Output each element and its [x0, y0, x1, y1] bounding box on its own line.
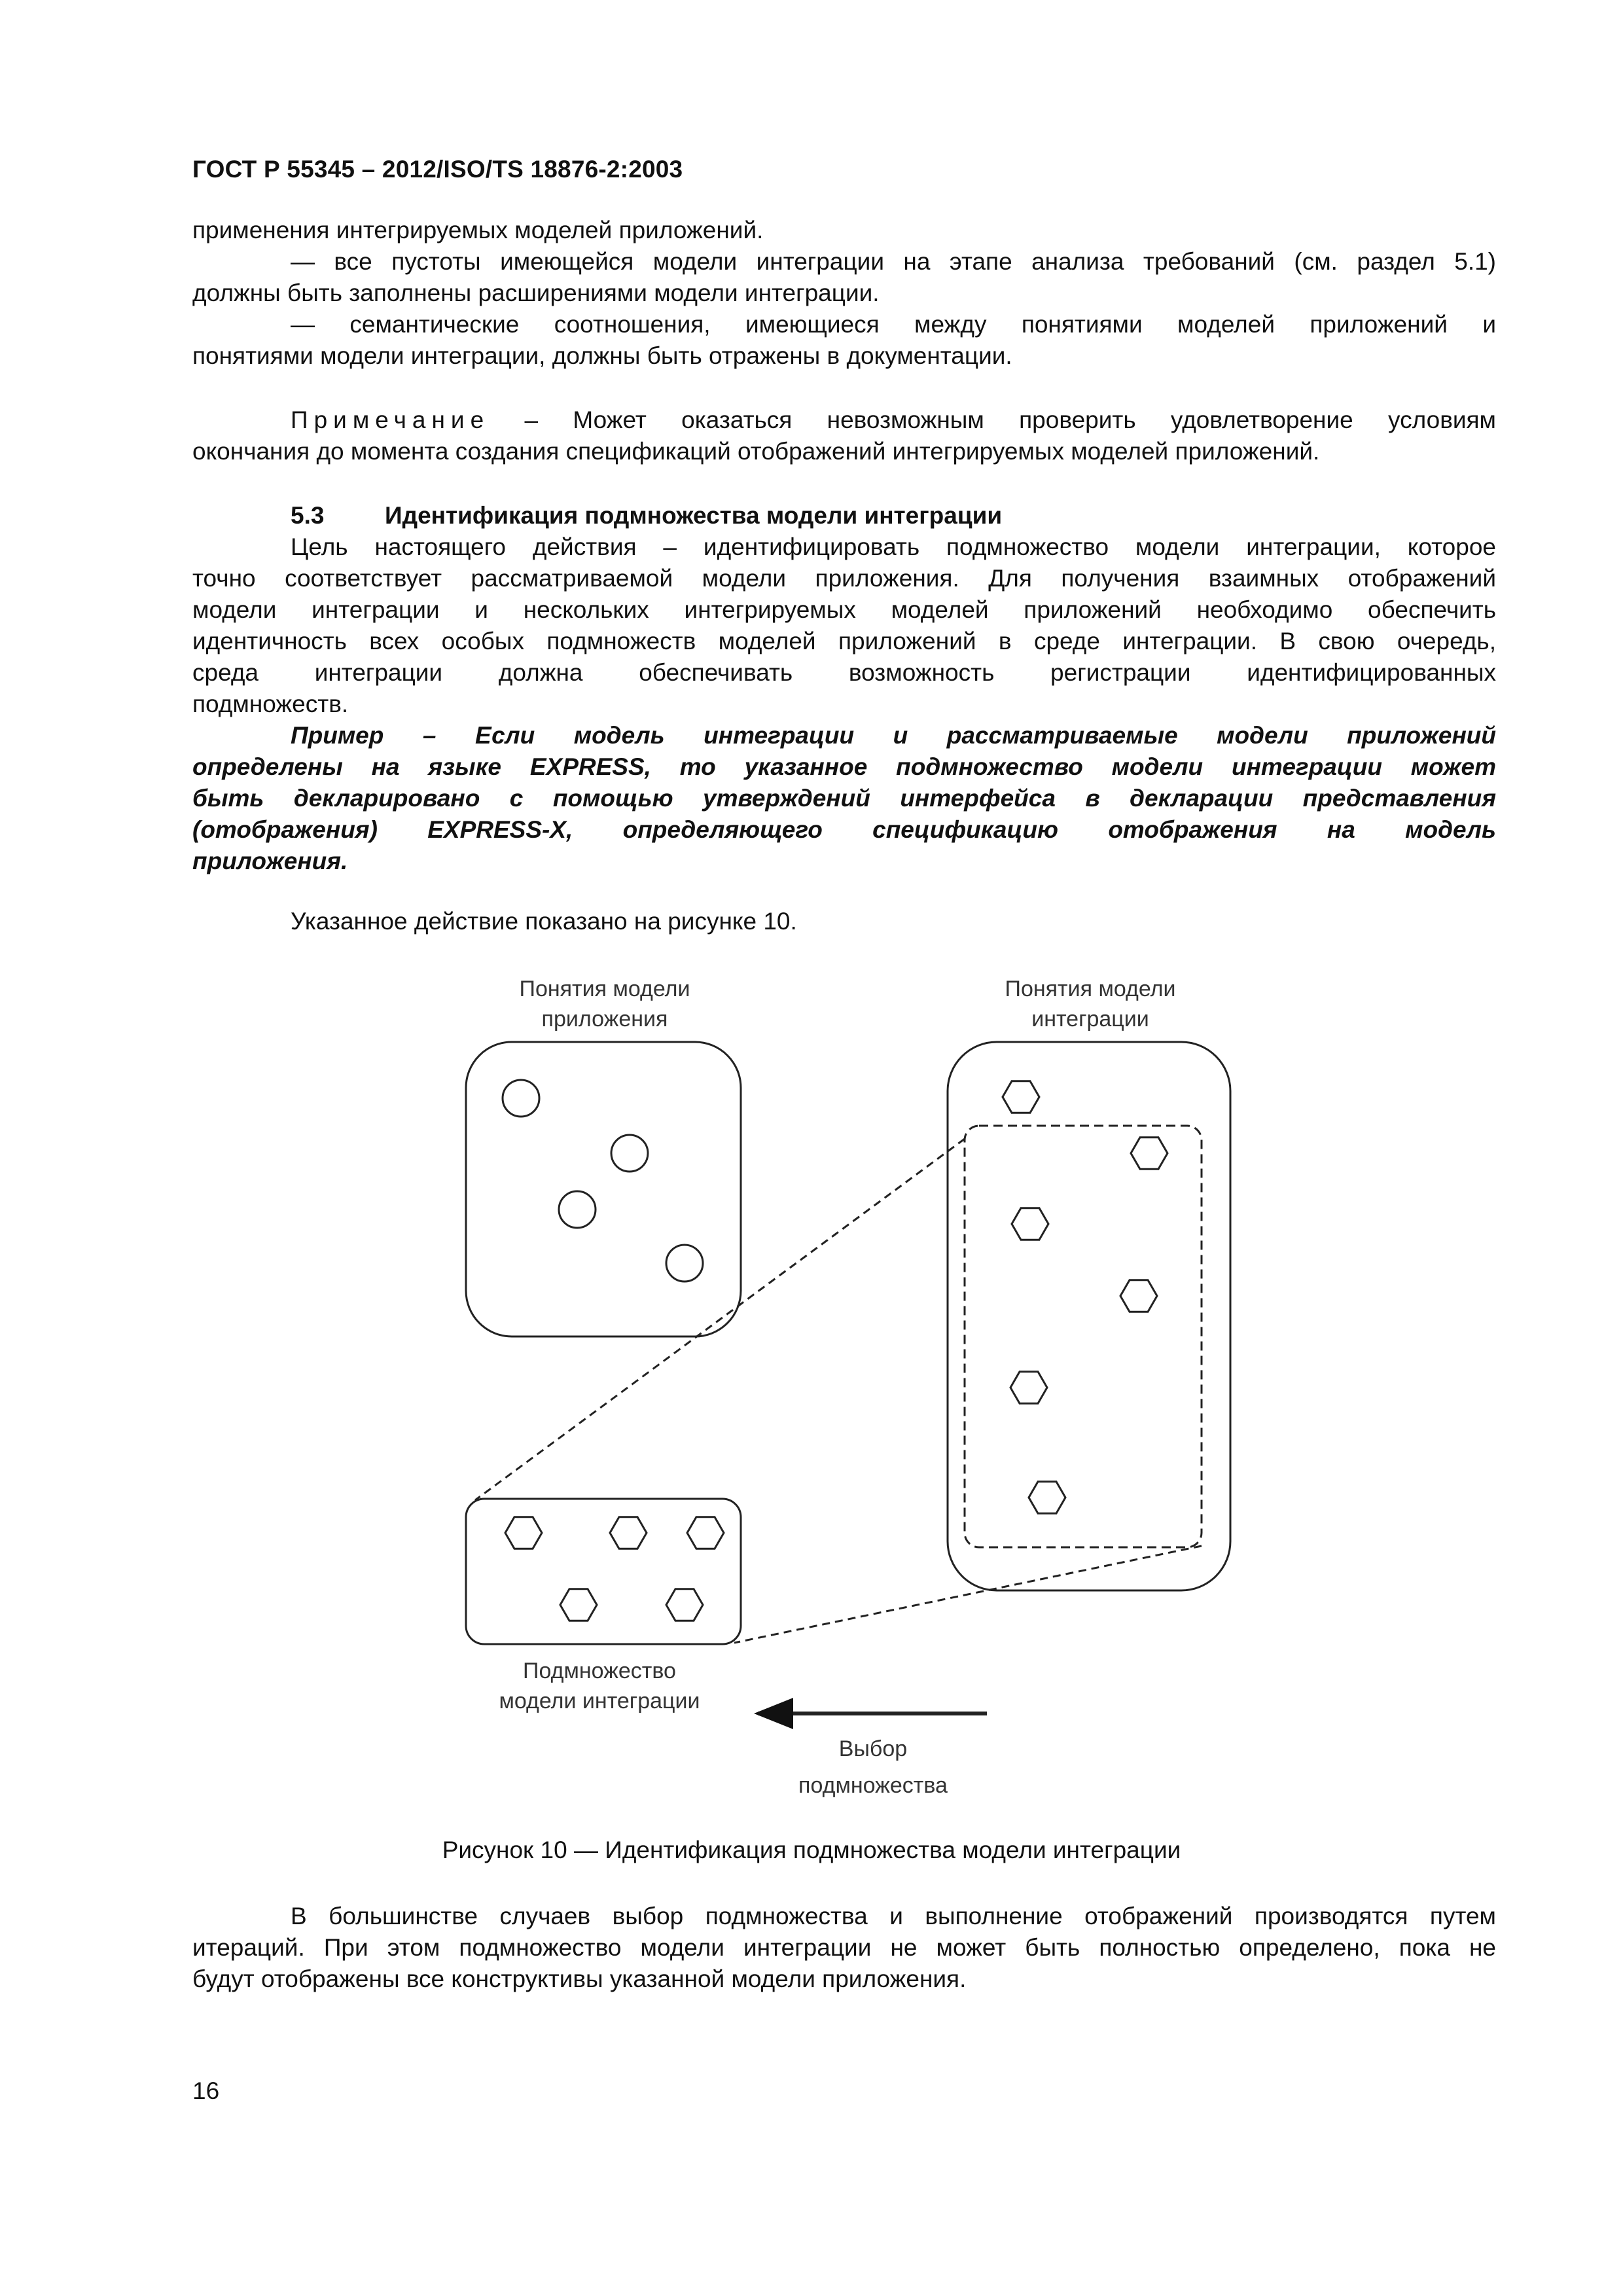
integration-concept-hexagon [1131, 1138, 1168, 1169]
text-line: должны быть заполнены расширениями модели интеграции. [192, 279, 880, 306]
closing-line: В большинстве случаев выбор подмножества и выполнение отображений производятся путем [291, 1903, 1496, 1929]
projection-line [475, 1139, 965, 1500]
body-line: точно соответствует рассматриваемой модели приложения. Для получения взаимных отображений [192, 565, 1496, 592]
integration-concept-hexagon [1003, 1081, 1039, 1113]
subset-label: Подмножество модели интеграции [499, 1659, 700, 1713]
body-line: Цель настоящего действия – идентифицировать подмножество модели интеграции, которое [291, 533, 1496, 560]
example-line: быть декларировано с помощью утверждений интерфейса в декларации представления [192, 785, 1496, 812]
closing-line: итераций. При этом подмножество модели интеграции не может быть полностью определено, пока не [192, 1934, 1496, 1961]
text-line: применения интегрируемых моделей приложений. [192, 217, 764, 243]
body-line: идентичность всех особых подмножеств моделей приложений в среде интеграции. В свою очередь, [192, 628, 1496, 655]
text-line: — все пустоты имеющейся модели интеграции на этапе анализа требований (см. раздел 5.1) [291, 248, 1496, 275]
integration-concept-hexagon [505, 1517, 542, 1549]
body-line: модели интеграции и нескольких интегрируемых моделей приложений необходимо обеспечить [192, 596, 1496, 623]
integration-concept-hexagon [610, 1517, 647, 1549]
figure-reference: Указанное действие показано на рисунке 10. [291, 908, 797, 935]
subset-box [466, 1499, 741, 1644]
integration-concept-hexagon [1010, 1372, 1047, 1403]
app-concept-circle [559, 1191, 596, 1228]
app-concepts-label: Понятия модели приложения [519, 977, 690, 1031]
app-concept-circle [503, 1080, 539, 1117]
example-line: Пример – Если модель интеграции и рассматриваемые модели приложений [291, 722, 1496, 749]
example-line: определены на языке EXPRESS, то указанное подмножество модели интеграции может [192, 753, 1496, 780]
int-concepts-label: Понятия модели интеграции [1005, 977, 1176, 1031]
integration-concept-hexagon [687, 1517, 724, 1549]
int-concepts-box [948, 1042, 1230, 1590]
text-line: понятиями модели интеграции, должны быть отражены в документации. [192, 342, 1012, 369]
integration-concept-hexagon [1029, 1482, 1065, 1513]
example-line: приложения. [192, 848, 348, 874]
select-subset-label: Выбор подмножества [798, 1736, 948, 1798]
body-line: подмножеств. [192, 691, 349, 717]
app-concept-circle [611, 1135, 648, 1172]
document-header: ГОСТ Р 55345 – 2012/ISO/TS 18876-2:2003 [192, 156, 683, 183]
note-text: – Может оказаться невозможным проверить удовлетворение условиям [490, 406, 1496, 433]
example-line: (отображения) EXPRESS-X, определяющего спецификацию отображения на модель [192, 816, 1496, 843]
integration-concept-hexagon [560, 1589, 597, 1621]
section-title: Идентификация подмножества модели интеграции [385, 502, 1003, 529]
note-line: окончания до момента создания спецификаций отображений интегрируемых моделей приложений. [192, 438, 1320, 465]
projection-line [734, 1546, 1202, 1643]
body-line: среда интеграции должна обеспечивать возможность регистрации идентифицированных [192, 659, 1496, 686]
text-line: — семантические соотношения, имеющиеся между понятиями моделей приложений и [291, 311, 1496, 338]
section-number: 5.3 [291, 502, 325, 529]
note-label: Примечание [291, 406, 490, 433]
integration-concept-hexagon [1120, 1280, 1157, 1312]
closing-line: будут отображены все конструктивы указанной модели приложения. [192, 1965, 967, 1992]
integration-concept-hexagon [666, 1589, 703, 1621]
integration-concept-hexagon [1012, 1208, 1048, 1240]
app-concept-circle [666, 1245, 703, 1282]
subset-selection-region [965, 1126, 1202, 1547]
page-number: 16 [192, 2077, 220, 2104]
figure-caption: Рисунок 10 — Идентификация подмножества модели интеграции [442, 1837, 1181, 1863]
